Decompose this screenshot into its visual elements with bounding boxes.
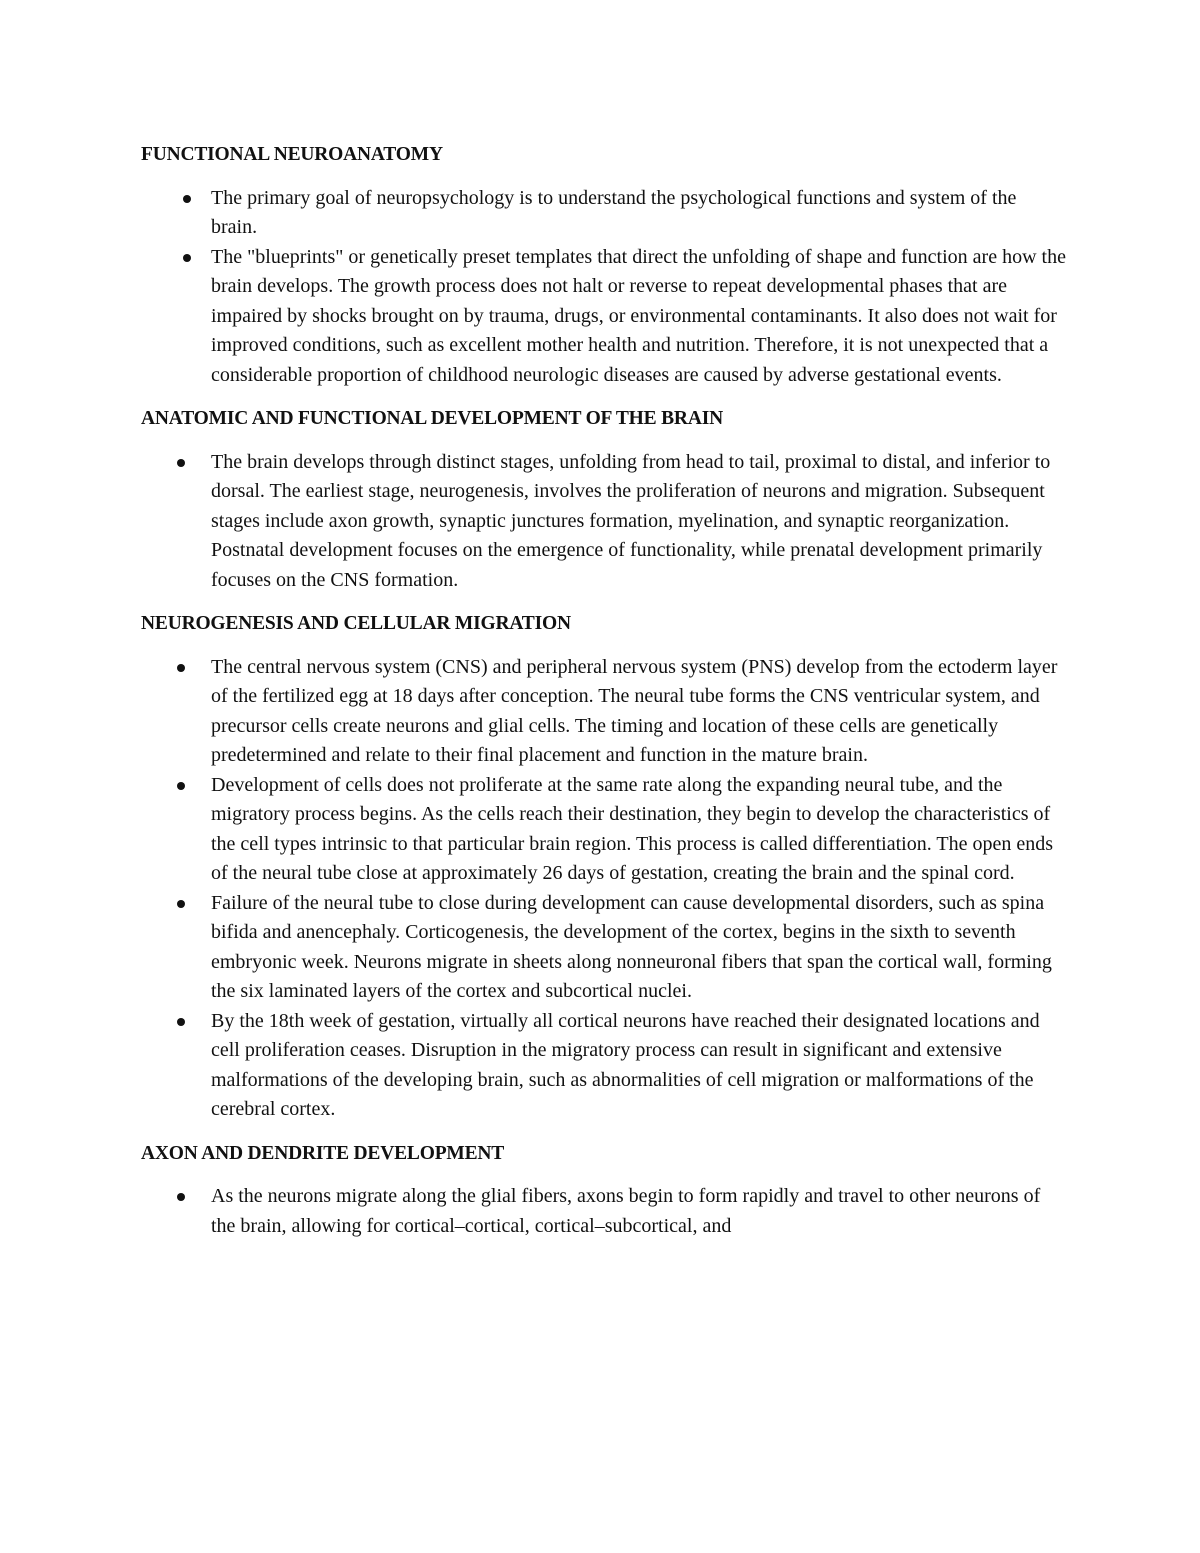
list-item-text: The brain develops through distinct stages, unfolding from head to tail, proximal to distal, and inferior to dorsal. The earliest stage, neurogenesis, involves the proliferation of neurons and migration. Subsequent stages include axon growth, synaptic junctures formation, myelination, and synaptic reorganization. Postnatal development focuses on the emergence of functionality, while prenatal development primarily focuses on the CNS formation. <box>211 450 1051 591</box>
list-item-text: The "blueprints" or genetically preset templates that direct the unfolding of shape and function are how the brain develops. The growth process does not halt or reverse to repeat developmental phases that are impaired by shocks brought on by trauma, drugs, or environmental contaminants. It also does not wait for improved conditions, such as excellent mother health and nutrition. Therefore, it is not unexpected that a considerable proportion of childhood neurologic diseases are caused by adverse gestational events. <box>211 245 1066 386</box>
bullet-list-axon-dendrite <box>141 1182 1066 1241</box>
bullet-icon <box>177 782 185 790</box>
list-item <box>141 1007 1066 1125</box>
list-item <box>141 653 1066 771</box>
bullet-icon <box>177 1018 185 1026</box>
bullet-list-functional-neuroanatomy <box>141 184 1066 391</box>
bullet-icon <box>183 254 191 262</box>
list-item <box>141 448 1066 596</box>
document-page <box>141 140 1066 1255</box>
bullet-icon <box>177 664 185 672</box>
list-item <box>141 1182 1066 1241</box>
list-item <box>141 243 1066 391</box>
list-item-text: As the neurons migrate along the glial fibers, axons begin to form rapidly and travel to other neurons of the brain, allowing for cortical–cortical, cortical–subcortical, and <box>211 1185 1041 1237</box>
list-item <box>141 889 1066 1007</box>
bullet-icon <box>177 459 185 467</box>
list-item-text: The primary goal of neuropsychology is to understand the psychological functions and system of the brain. <box>211 186 1017 238</box>
section-heading-functional-neuroanatomy: FUNCTIONAL NEUROANATOMY <box>141 144 443 165</box>
list-item-text: Failure of the neural tube to close during development can cause developmental disorders, such as spina bifida and anencephaly. Corticogenesis, the development of the cortex, begins in the sixth to seventh embryonic week. Neurons migrate in sheets along nonneuronal fibers that span the cortical wall, forming the six laminated layers of the cortex and subcortical nuclei. <box>211 891 1052 1002</box>
list-item-text: Development of cells does not proliferate at the same rate along the expanding neural tube, and the migratory process begins. As the cells reach their destination, they begin to develop the characteristics of the cell types intrinsic to that particular brain region. This process is called differentiation. The open ends of the neural tube close at approximately 26 days of gestation, creating the brain and the spinal cord. <box>211 773 1053 884</box>
bullet-icon <box>177 900 185 908</box>
section-heading-neurogenesis: NEUROGENESIS AND CELLULAR MIGRATION <box>141 613 571 634</box>
list-item <box>141 184 1066 243</box>
list-item <box>141 771 1066 889</box>
list-item-text: By the 18th week of gestation, virtually all cortical neurons have reached their designated locations and cell proliferation ceases. Disruption in the migratory process can result in significant and extensive malformations of the developing brain, such as abnormalities of cell migration or malformations of the cerebral cortex. <box>211 1009 1040 1120</box>
bullet-icon <box>177 1193 185 1201</box>
section-heading-axon-dendrite: AXON AND DENDRITE DEVELOPMENT <box>141 1142 505 1164</box>
bullet-list-neurogenesis <box>141 653 1066 1125</box>
bullet-icon <box>183 195 191 203</box>
bullet-list-anatomic-development <box>141 448 1066 596</box>
list-item-text: The central nervous system (CNS) and peripheral nervous system (PNS) develop from the ectoderm layer of the fertilized egg at 18 days after conception. The neural tube forms the CNS ventricular system, and precursor cells create neurons and glial cells. The timing and location of these cells are genetically predetermined and relate to their final placement and function in the mature brain. <box>211 655 1058 766</box>
section-heading-anatomic-development: ANATOMIC AND FUNCTIONAL DEVELOPMENT OF THE BRAIN <box>141 408 723 429</box>
